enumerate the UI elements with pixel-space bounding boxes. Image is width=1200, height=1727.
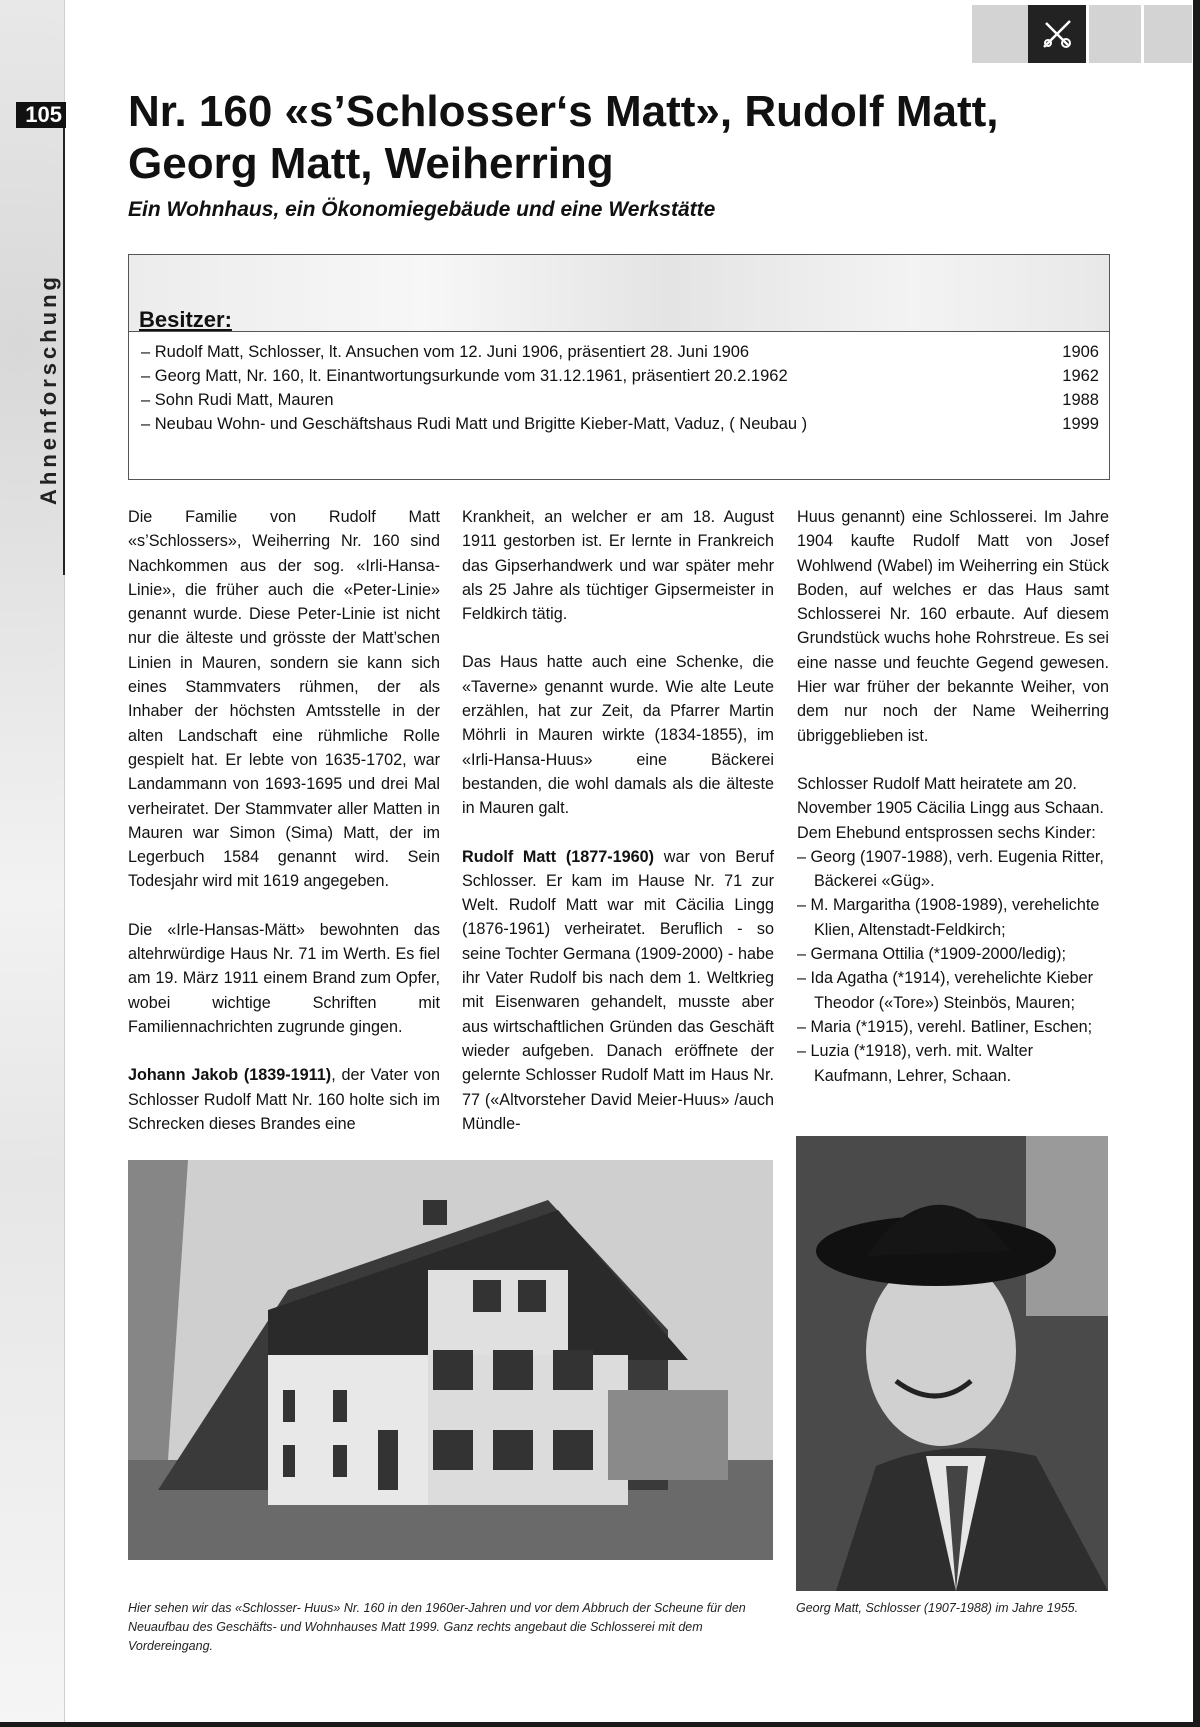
- paragraph: Rudolf Matt (1877-1960) war von Beruf Schlosser. Er kam im Hause Nr. 71 zur Welt. Rudolf Matt war mit Cäcilia Lingg (1876-1961) verheiratet. Beruflich - so seine Tochter Germana (1909-2000) - habe ihr Vater Rudolf bis nach dem 1. Weltkrieg mit Eisenwaren gehandelt, musste aber aus wirtschaftlichen Gründen das Geschäft wieder aufgeben. Danach eröffnete der gelernte Schlosser Rudolf Matt im Haus Nr. 77 («Altvorsteher David Meier-Huus» /auch Mündle-: [462, 847, 774, 1133]
- paragraph: Krankheit, an welcher er am 18. August 1911 gestorben ist. Er lernte in Frankreich das Gipserhandwerk und war später mehr als 25 Jahre als tüchtiger Gipsermeister in Feldkirch tätig.: [462, 508, 774, 624]
- article-title: Nr. 160 «s’Schlosser‘s Matt», Rudolf Matt, Georg Matt, Weiherring: [128, 87, 999, 188]
- list-item: – Georg (1907-1988), verh. Eugenia Ritter, Bäckerei «Güg».: [797, 847, 1104, 891]
- spine-rule: [63, 120, 65, 575]
- portrait-photo: [796, 1136, 1108, 1591]
- section-label: Ahnenforschung: [36, 273, 61, 505]
- page-number: 105: [16, 102, 66, 128]
- page-spine: [0, 0, 65, 1722]
- text-column-1: [128, 505, 440, 1160]
- list-item: – Ida Agatha (*1914), verehelichte Kieber Theodor («Tore») Steinbös, Mauren;: [797, 969, 1094, 1012]
- owner-row: – Sohn Rudi Matt, Mauren 1988: [141, 391, 1099, 409]
- text-column-2: [462, 505, 774, 1160]
- owners-box: [128, 254, 1110, 480]
- house-photo: [128, 1160, 773, 1560]
- list-item: – Maria (*1915), verehl. Batliner, Eschen;: [797, 1017, 1093, 1036]
- list-item: – M. Margaritha (1908-1989), verehelichte Klien, Altenstadt-Feldkirch;: [797, 896, 1100, 939]
- owners-heading: Besitzer:: [139, 307, 232, 332]
- paragraph: Das Haus hatte auch eine Schenke, die «Taverne» genannt wurde. Wie alte Leute erzählen, hat zur Zeit, da Pfarrer Martin Möhrli in Mauren wirkte (1834-1855), im «Irli-Hansa-Huus» eine Bäckerei bestanden, die wohl damals als die älteste in Mauren galt.: [462, 653, 774, 818]
- portrait-caption: Georg Matt, Schlosser (1907-1988) im Jahre 1955.: [796, 1601, 1079, 1615]
- tools-icon: [1040, 17, 1074, 51]
- text-column-3: [797, 505, 1109, 1088]
- owner-row: – Georg Matt, Nr. 160, lt. Einantwortungsurkunde vom 31.12.1961, präsentiert 20.2.1962 1962: [141, 367, 1099, 385]
- paragraph: Johann Jakob (1839-1911), der Vater von Schlosser Rudolf Matt Nr. 160 holte sich im Schrecken dieses Brandes eine: [128, 1066, 440, 1133]
- children-list: [797, 845, 1109, 1088]
- house-caption: Hier sehen wir das «Schlosser- Huus» Nr. 160 in den 1960er-Jahren und vor dem Abbruch der Scheune für den Neuaufbau des Geschäfts- und Wohnhauses Matt 1999. Ganz rechts angebaut die Schlosserei mit dem Vordereingang.: [128, 1601, 746, 1653]
- paragraph: Huus genannt) eine Schlosserei. Im Jahre 1904 kaufte Rudolf Matt von Josef Wohlwend (Wabel) im Weiherring ein Stück Boden, auf welches er das Haus samt Schlosserei Nr. 160 erbaute. Auf diesem Grundstück wuchs hohe Rohrstreue. Es sei eine nasse und feuchte Gegend gewesen. Hier war früher der bekannte Weiher, von dem nur noch der Name Weiherring übriggeblieben ist.: [797, 508, 1109, 745]
- list-item: – Germana Ottilia (*1909-2000/ledig);: [797, 945, 1067, 964]
- list-item: – Luzia (*1918), verh. mit. Walter Kaufmann, Lehrer, Schaan.: [797, 1042, 1034, 1085]
- article-subtitle: Ein Wohnhaus, ein Ökonomiegebäude und eine Werkstätte: [128, 198, 716, 221]
- corner-decoration: [972, 5, 1192, 63]
- owner-row: – Neubau Wohn- und Geschäftshaus Rudi Matt und Brigitte Kieber-Matt, Vaduz, ( Neubau ) 1999: [141, 415, 1099, 433]
- paragraph: Schlosser Rudolf Matt heiratete am 20. November 1905 Cäcilia Lingg aus Schaan. Dem Ehebund entsprossen sechs Kinder:: [797, 774, 1104, 842]
- paragraph: Die «Irle-Hansas-Mätt» bewohnten das altehrwürdige Haus Nr. 71 im Werth. Es fiel am 19. März 1911 einem Brand zum Opfer, wobei wichtige Schriften mit Familiennachrichten zugrunde gingen.: [128, 920, 440, 1036]
- paragraph: Die Familie von Rudolf Matt «s’Schlossers», Weiherring Nr. 160 sind Nachkommen aus der sog. «Irli-Hansa-Linie», die früher auch die «Peter-Linie» genannt wurde. Diese Peter-Linie ist nicht nur die älteste und grösste der Matt’schen Linien in Mauren, sondern sie kann sich eines Stammvaters rühmen, der als Inhaber der höchsten Amtsstelle in der alten Landschaft eine rühmliche Rolle gespielt hat. Er lebte von 1635-1702, war Landammann von 1693-1695 und drei Mal verheiratet. Der Stammvater aller Matten in Mauren war Simon (Sima) Matt, der im Legerbuch 1584 genannt wird. Sein Todesjahr wird mit 1619 angegeben.: [128, 508, 440, 891]
- owner-row: – Rudolf Matt, Schlosser, lt. Ansuchen vom 12. Juni 1906, präsentiert 28. Juni 1906 1906: [141, 343, 1099, 361]
